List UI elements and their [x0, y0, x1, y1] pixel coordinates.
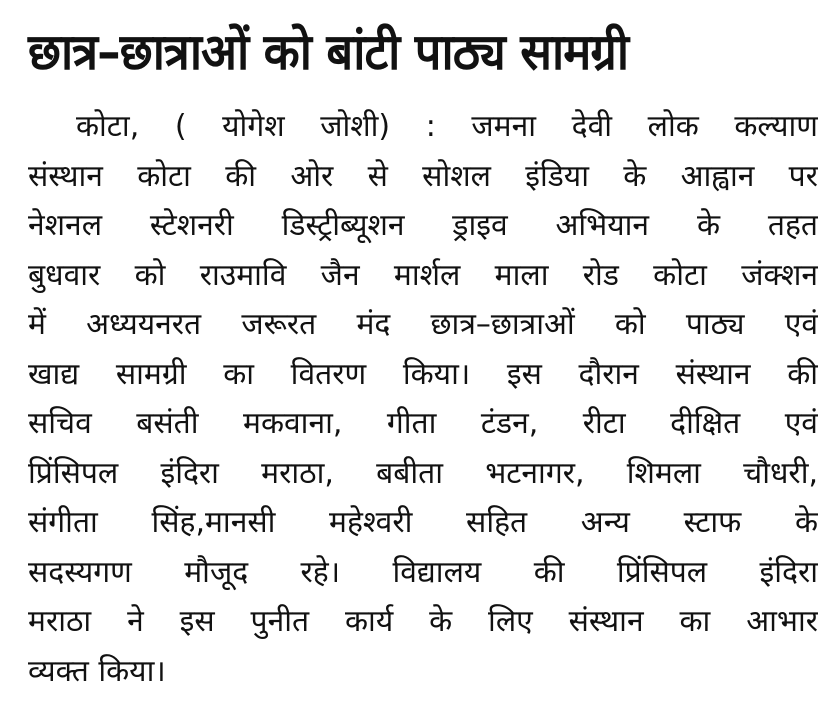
article-line: मराठा ने इस पुनीत कार्य के लिए संस्थान का आभार: [28, 604, 818, 639]
article-line: प्रिंसिपल इंदिरा मराठा, बबीता भटनागर, शिमला चौधरी,: [28, 455, 818, 491]
article-headline: छात्र–छात्राओं को बांटी पाठ्य सामग्री: [28, 23, 629, 81]
article-line: सदस्यगण मौजूद रहे। विद्यालय की प्रिंसिपल इंदिरा: [28, 554, 818, 590]
article-line: संगीता सिंह,मानसी महेश्वरी सहित अन्य स्टाफ के: [28, 505, 818, 540]
article-line: सचिव बसंती मकवाना, गीता टंडन, रीटा दीक्षित एवं: [28, 406, 818, 441]
article-line: कोटा, ( योगेश जोशी) : जमना देवी लोक कल्याण: [76, 109, 818, 144]
article-line: नेशनल स्टेशनरी डिस्ट्रीब्यूशन ड्राइव अभियान के तहत: [28, 208, 818, 243]
article-line: खाद्य सामग्री का वितरण किया। इस दौरान संस्थान की: [28, 356, 818, 392]
article-line: व्यक्त किया।: [28, 653, 166, 689]
article-line: में अध्ययनरत जरूरत मंद छात्र–छात्राओं को पाठ्य एवं: [28, 307, 818, 342]
article-body: [28, 102, 818, 696]
article-line: बुधवार को राउमावि जैन मार्शल माला रोड कोटा जंक्शन: [28, 257, 818, 293]
article-line: संस्थान कोटा की ओर से सोशल इंडिया के आह्वान पर: [28, 158, 818, 194]
